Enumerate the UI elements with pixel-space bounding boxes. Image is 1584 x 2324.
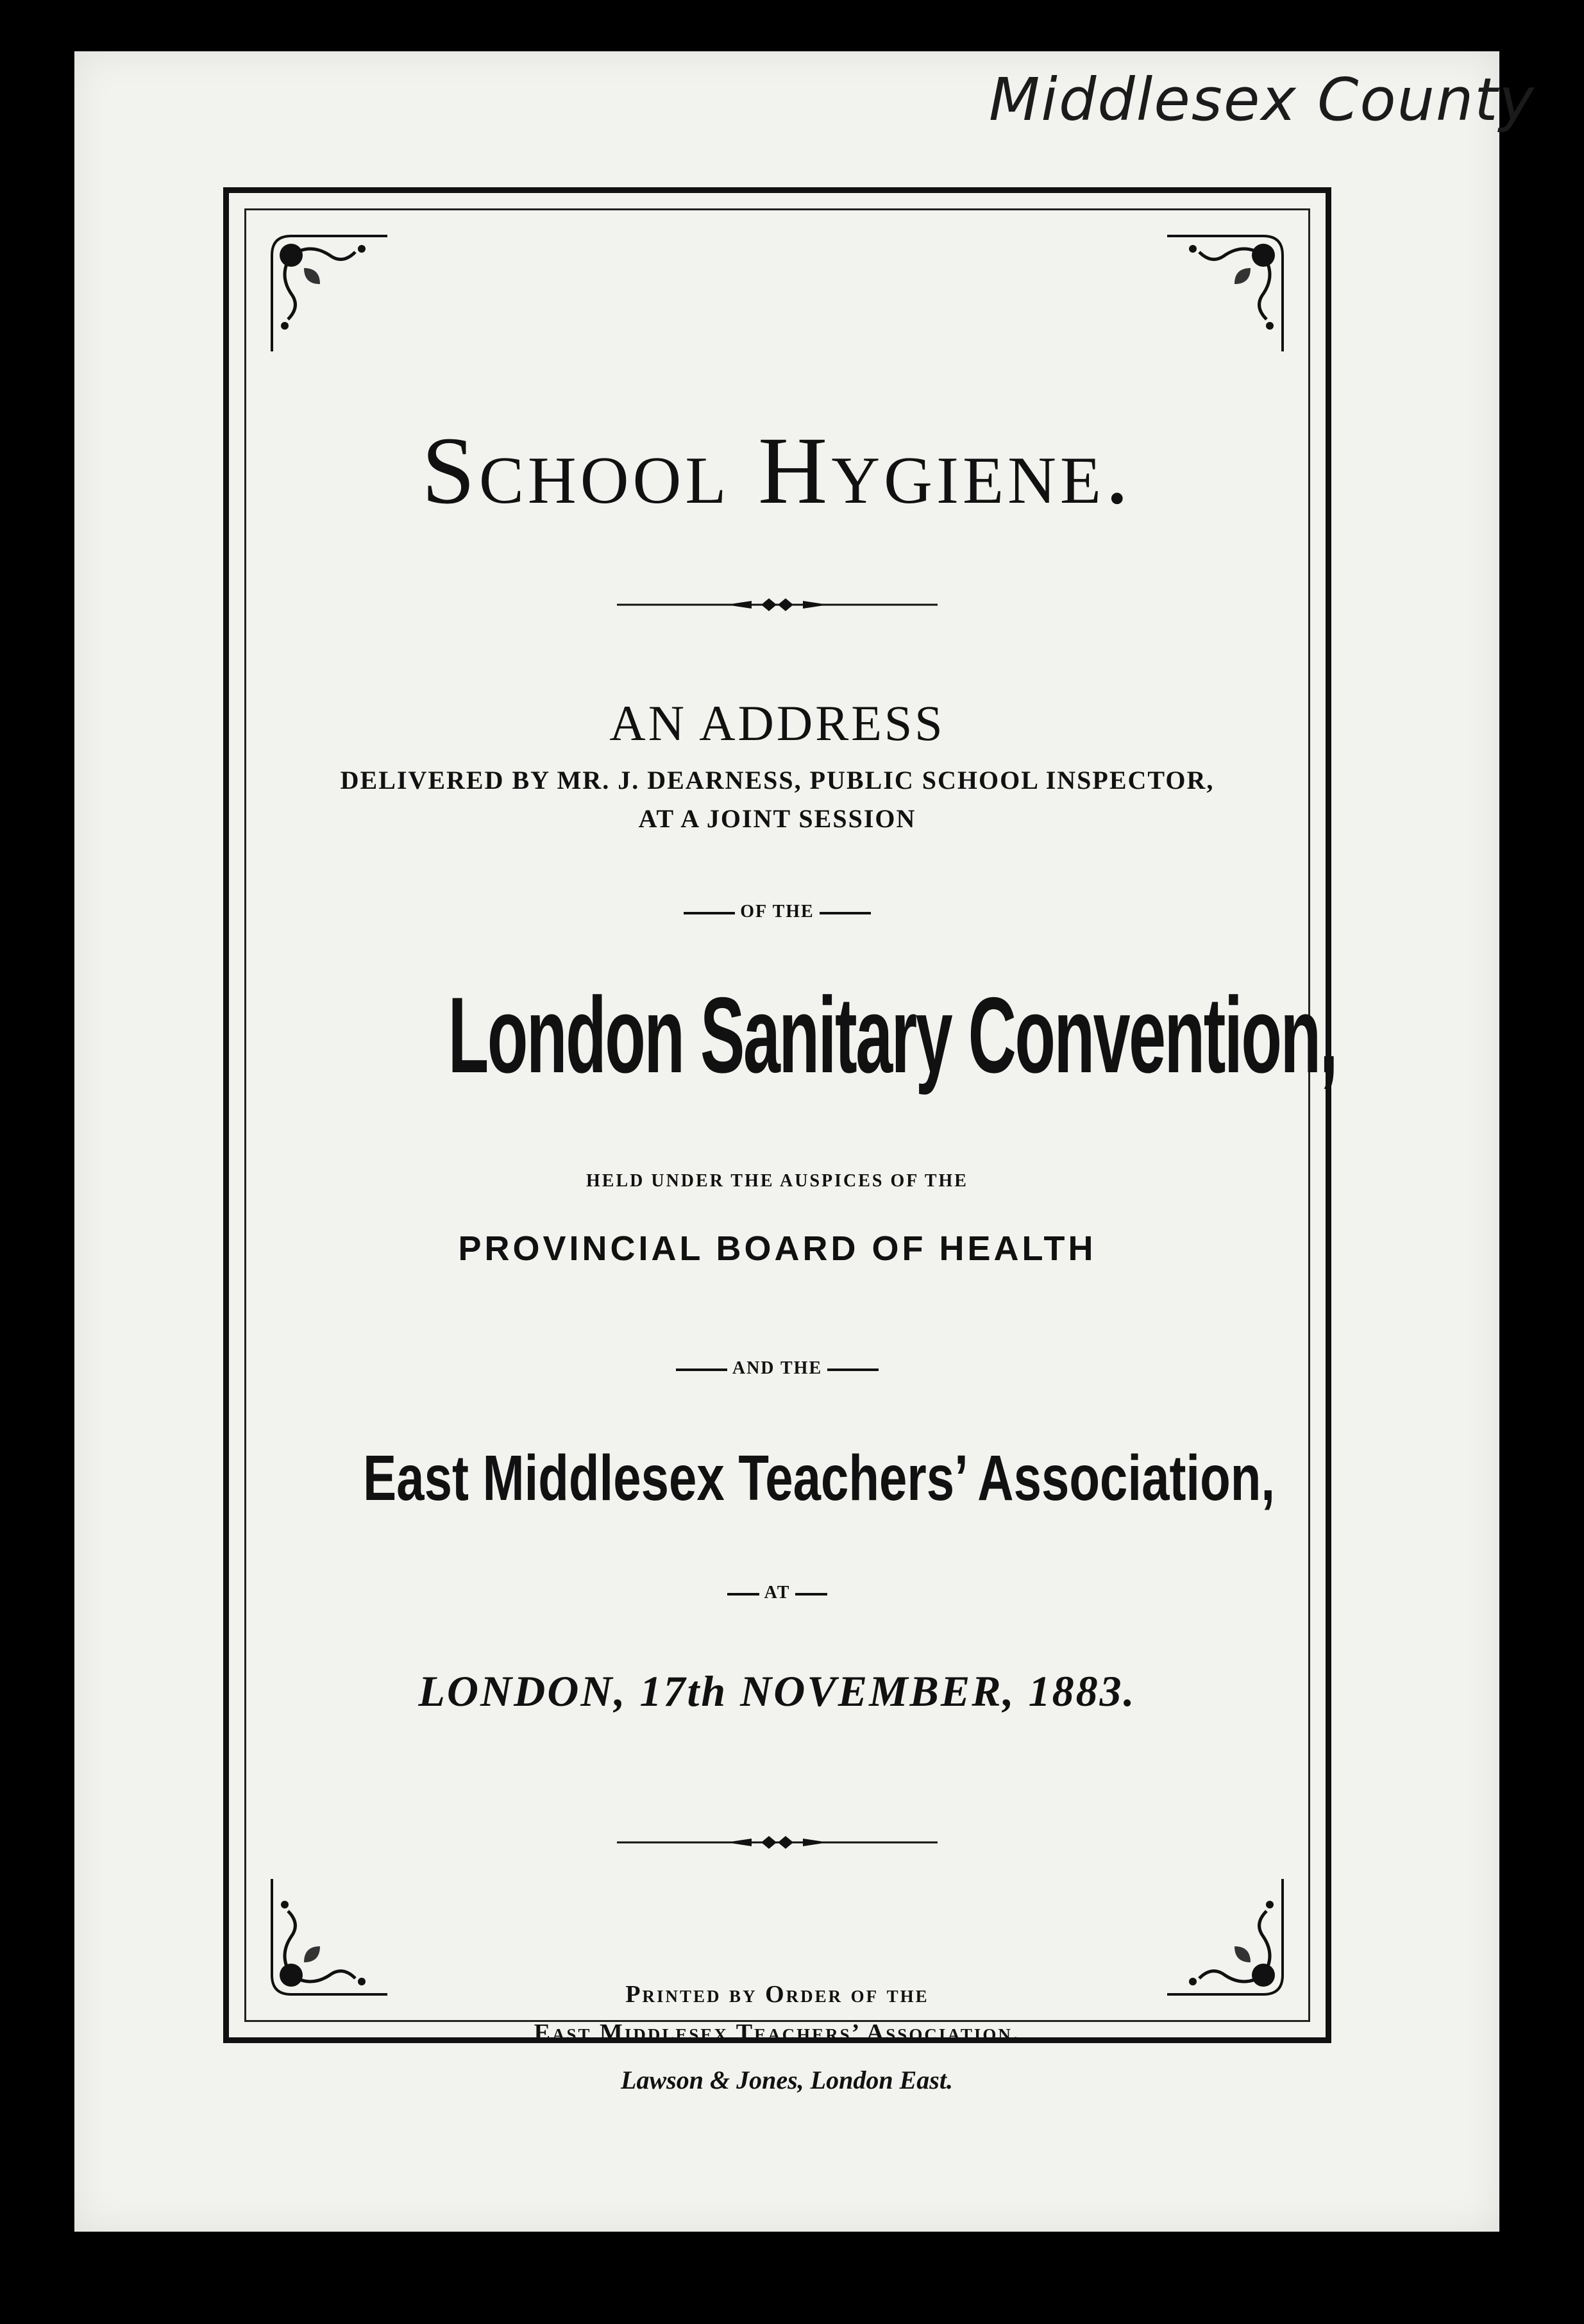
printed-for-line: East Middlesex Teachers’ Association. [534,2019,1021,2046]
association-name: East Middlesex Teachers’ Association, [363,1442,1276,1514]
divider-ornament-icon [617,595,938,614]
convention-title: London Sanitary Convention, [448,975,1337,1095]
place-date: LONDON, 17th NOVEMBER, 1883. [418,1667,1136,1715]
address-heading: AN ADDRESS [609,695,945,751]
pamphlet-page [74,51,1535,2232]
at-text: AT [764,1583,791,1603]
auspices-line: HELD UNDER THE AUSPICES OF THE [586,1171,968,1191]
at-rule [246,1583,1308,1603]
inner-border [244,208,1337,2046]
page-title: School Hygiene. [421,417,1133,524]
session-line: AT A JOINT SESSION [638,804,916,833]
handwritten-annotation: Middlesex County [989,65,1535,134]
decorative-border [223,187,1337,2046]
corner-ornament-icon [265,230,394,358]
printed-by-line: Printed by Order of the [625,1981,929,2008]
divider-ornament-icon [617,1833,938,1852]
and-the-text: AND THE [732,1358,823,1378]
printer-imprint: Lawson & Jones, London East. [621,2066,953,2094]
of-the-text: OF THE [740,902,814,922]
of-the-rule [246,902,1308,922]
delivered-line: DELIVERED BY MR. J. DEARNESS, PUBLIC SCHOOL INSPECTOR, [340,766,1215,795]
and-the-rule [246,1358,1308,1379]
board-name: PROVINCIAL BOARD OF HEALTH [458,1229,1097,1268]
corner-ornament-icon [1161,230,1289,358]
